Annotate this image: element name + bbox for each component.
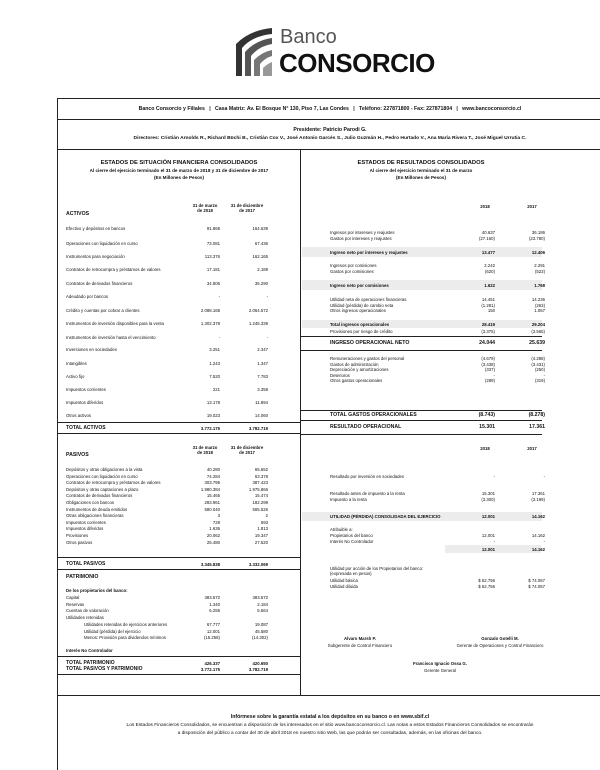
ingreso-intereses-value-1: 13.477: [481, 250, 495, 255]
footer-text-1: Los Estados Financieros Consolidados, se encuentran a disposición de los interesados en el sitio www.bancoconsorcio.cl. Las notas a estos Estados Financieros Consolidados se encontrarán: [126, 723, 534, 728]
activo-row-value-1: 221: [212, 387, 220, 392]
activo-row: Impuestos diferidos: [66, 400, 104, 405]
activo-row-value-1: 17.181: [206, 267, 220, 272]
total-pyp-label: TOTAL PASIVOS Y PATRIMONIO: [66, 666, 143, 672]
utilidades-row-value-1: (15.258): [203, 635, 220, 641]
balance-col2-header: 31 de diciembre de 2017: [230, 203, 264, 213]
pasivo-row-value-2: 565.526: [252, 506, 268, 512]
resultado-operacional-value-2: 17.361: [529, 424, 545, 430]
pasivo-row-value-2: 19.347: [254, 533, 268, 538]
patrimonio-row: Utilidades retenidas: [66, 614, 104, 620]
upa-label: Utilidad por acción de los Propietarios del banco:: [330, 566, 424, 571]
activo-row-value-2: 1.245.339: [248, 321, 268, 326]
activo-row: Efectivo y depósitos en bancos: [66, 226, 126, 231]
ingreso-comisiones-value-2: 1.768: [534, 283, 545, 288]
result-row: Ingresos por intereses y reajustes: [330, 230, 395, 235]
pasivo-row-value-2: 1.813: [257, 526, 268, 532]
total-ingresos: Total ingresos operacionales: [330, 322, 390, 327]
pasivo-row-value-2: 2: [265, 513, 268, 519]
activo-row-value-1: 1.302.378: [200, 321, 220, 326]
activo-row: Contratos de derivados financieros: [66, 281, 133, 286]
pasivo-row-value-1: 25.480: [206, 539, 220, 545]
gasto-row: Deterioros: [330, 372, 350, 378]
patrimonio-row-value-2: 2.184: [257, 601, 268, 607]
patrimonio-row: Reservas: [66, 601, 85, 607]
total-patrimonio-2017: 420.650: [252, 660, 268, 666]
gasto-row: Otros gastos operacionales: [330, 378, 383, 384]
activo-row-value-2: -: [266, 294, 268, 299]
activo-row: Inversiones en sociedades: [66, 347, 117, 352]
upa-row-value-1: $ 62.756: [478, 583, 495, 589]
pasivos-col1-header: 31 de marzo de 2018: [192, 445, 218, 455]
upa-row: Utilidad diluida: [330, 583, 358, 589]
footer-title: Infórmese sobre la garantía estatal a los depósitos en su banco o en www.sbif.cl: [230, 714, 430, 720]
patrimonio-row: Cuentas de valoración: [66, 608, 109, 614]
utilidades-row: Menos: Provisión para dividendos mínimos: [84, 635, 166, 641]
activo-row-value-2: 11.894: [255, 400, 268, 405]
balance-subtitle: Al cierre del ejercicio terminado el 31 de marzo de 2018 y 31 de diciembre de 2017: [89, 168, 269, 173]
pasivo-row-value-1: 40.280: [206, 467, 220, 472]
pasivo-row-value-2: 63.378: [254, 473, 268, 479]
patrimonio-row-value-1: 6.255: [209, 608, 220, 614]
results-subtitle: Al cierre del ejercicio terminado el 31 de marzo: [369, 168, 473, 173]
divider: [301, 336, 542, 337]
activo-row: Otros activos: [66, 413, 92, 418]
ingreso-operacional-neto-value-1: 24.044: [479, 340, 495, 346]
pasivo-row: Depósitos y otras captaciones a plazo: [66, 486, 139, 492]
results-col2b-header: 2017: [527, 446, 537, 451]
result-row: Otros ingresos operacionales: [330, 308, 386, 314]
activo-row-value-1: 19.023: [206, 413, 220, 418]
pasivo-row-value-1: 74.284: [206, 473, 220, 479]
activo-row: Adeudado por bancos: [66, 294, 109, 299]
ingreso-comisiones: Ingreso neto por comisiones: [330, 283, 389, 288]
result-row-value-1: (620): [484, 268, 495, 274]
utilidad-ejercicio: UTILIDAD (PÉRDIDA) CONSOLIDADA DEL EJERCICIO: [330, 514, 441, 519]
result-row-value-2: 14.236: [531, 297, 545, 302]
divider: [301, 420, 542, 421]
result-row-value-1: (3.300): [481, 496, 495, 502]
utilidades-row-value-1: 12.001: [206, 628, 220, 634]
pasivos-heading: PASIVOS: [66, 452, 89, 458]
divider: [301, 410, 542, 411]
result-row-value-1: 14.451: [481, 297, 495, 302]
activo-row-value-2: 7.783: [257, 374, 268, 379]
result-row: Utilidad neta de operaciones financieras: [330, 297, 407, 302]
result-row-value-1: 40.637: [481, 230, 495, 235]
utilidades-row: Utilidades retenidas de ejercicios anteriores: [84, 622, 168, 627]
logo-consorcio-text: CONSORCIO: [279, 48, 435, 78]
utilidades-row-value-2: 45.580: [254, 628, 268, 634]
patrimonio-row: Capital: [66, 595, 80, 600]
pasivos-col2-header: 31 de diciembre de 2017: [230, 445, 264, 455]
pasivo-row-value-2: 182.299: [252, 500, 268, 505]
result-row: Ingresos por comisiones: [330, 263, 377, 268]
results-unit: (En Millones de Pesos): [395, 175, 447, 180]
result-row: Resultado por inversión en sociedades: [330, 474, 405, 479]
activo-row-value-1: 1.243: [209, 361, 220, 366]
result-row-value-1: 150: [487, 308, 495, 314]
pasivo-row-value-2: 1.975.866: [248, 486, 268, 492]
activo-row-value-2: 35.290: [254, 281, 268, 286]
gasto-row: Gastos de administración: [330, 361, 379, 367]
gasto-row-value-1: (4.679): [481, 356, 495, 361]
activo-row: Instrumentos de inversión disponibles para la venta: [66, 321, 164, 326]
resultado-operacional-value-1: 15.301: [479, 424, 495, 430]
logo: [228, 26, 435, 82]
directors-line: Directores: Cristián Arnolds R., Richard Büchi B., Cristián Cox V., José Antonio Garcés S., Julio Guzmán H., Pedro Hurtado V., Ana María Rivera T., José Miguel Urrutia C.: [133, 136, 527, 141]
activo-row-value-1: 34.806: [206, 281, 220, 286]
result-row-value-2: 2.291: [534, 263, 545, 268]
activos-heading: ACTIVOS: [66, 211, 90, 217]
patrimonio-heading: PATRIMONIO: [66, 574, 99, 580]
pasivo-row-value-2: 65.652: [254, 467, 268, 472]
pasivo-row: Contratos de derivados financieros: [66, 493, 133, 499]
result-row: Gastos por comisiones: [330, 268, 374, 274]
upa-sublabel: (expresada en pesos): [330, 571, 372, 576]
activo-row-value-2: 3.358: [257, 387, 268, 392]
patrimonio-row-value-2: 383.572: [252, 595, 268, 600]
gasto-row-value-1: (337): [484, 367, 495, 373]
atribuible-total-value-2: 14.162: [531, 547, 545, 552]
upa-row-value-1: $ 62.756: [478, 578, 495, 583]
activo-row-value-1: 2.088.168: [200, 308, 220, 313]
logo-banco-text: Banco: [280, 26, 337, 48]
result-row-value-1: (27.160): [478, 235, 495, 241]
activo-row-value-2: 1.347: [257, 361, 268, 366]
activo-row-value-1: -: [218, 294, 220, 299]
utilidades-row-value-1: 67.777: [206, 622, 220, 627]
utilidades-row-value-2: (14.302): [251, 635, 268, 641]
activo-row: Instrumentos de inversión hasta el vencimiento: [66, 335, 156, 340]
results-col1-header: 2018: [480, 204, 490, 209]
pasivo-row-value-2: 15.474: [254, 493, 268, 499]
activo-row-value-2: 2.064.572: [248, 308, 268, 313]
total-pasivos-2017: 3.332.069: [248, 562, 268, 567]
pasivo-row-value-1: 303.795: [204, 480, 220, 486]
activo-row: Crédito y cuentas por cobrar a clientes: [66, 308, 140, 313]
activo-row-value-2: 2.347: [257, 347, 268, 352]
activo-row: Operaciones con liquidación en curso: [66, 241, 138, 246]
gasto-row-value-1: (289): [484, 378, 495, 384]
result-row-value-2: (523): [534, 268, 545, 274]
pasivo-row: Obligaciones con bancos: [66, 500, 115, 505]
activo-row-value-1: 3.251: [209, 347, 220, 352]
results-title: ESTADOS DE RESULTADOS CONSOLIDADOS: [357, 160, 485, 166]
pasivo-row: Impuestos diferidos: [66, 526, 104, 532]
atribuible-row-value-2: -: [543, 538, 545, 544]
patrimonio-row-value-2: 5.564: [257, 608, 268, 614]
activo-row-value-2: -: [266, 335, 268, 340]
atribuible-row-value-1: -: [493, 538, 495, 544]
total-activos-label: TOTAL ACTIVOS: [66, 425, 106, 431]
total-gastos-value-2: (8.278): [528, 412, 545, 418]
patrimonio-row-value-1: 383.572: [204, 595, 220, 600]
pasivo-row: Otros pasivos: [66, 539, 93, 545]
activo-row: Instrumentos para negociación: [66, 254, 125, 259]
divider: [301, 434, 542, 435]
ingreso-operacional-neto: INGRESO OPERACIONAL NETO: [330, 340, 410, 346]
activo-row-value-1: 91.868: [206, 226, 220, 231]
balance-unit: (En Millones de Pesos): [153, 175, 205, 180]
result-row-value-2: (263): [534, 302, 545, 308]
result-row-value-1: 2.242: [484, 263, 495, 268]
info-line: Banco Consorcio y Filiales | Casa Matriz: Av. El Bosque N° 130, Piso 7, Las Condes | Teléfono: 227871800 - Fax: 227871804 | www.bancoconsorcio.cl: [138, 106, 522, 112]
provisiones-row-value-2: (3.565): [531, 329, 545, 334]
balance-title: ESTADOS DE SITUACIÓN FINANCIERA CONSOLIDADOS: [100, 160, 258, 166]
atribuible-total-value-1: 12.001: [481, 547, 495, 552]
total-pyp-2017: 3.782.719: [248, 666, 268, 672]
signature-2-role: Gerente de Operaciones y Control Financiero: [456, 643, 544, 648]
pasivo-row: Otras obligaciones financieras: [66, 513, 124, 519]
pasivo-row: Impuestos corrientes: [66, 519, 106, 525]
gasto-row-value-2: (319): [534, 378, 545, 384]
resultado-operacional: RESULTADO OPERACIONAL: [330, 424, 402, 430]
activo-row-value-2: 2.189: [257, 267, 268, 272]
activo-row-value-1: 7.520: [209, 374, 220, 379]
activo-row-value-1: 113.376: [204, 254, 220, 259]
upa-row-value-2: $ 74.057: [528, 578, 545, 583]
gasto-row-value-1: (3.438): [481, 361, 495, 367]
gasto-row: Depreciación y amortizaciones: [330, 367, 389, 373]
total-pasivos-2018: 3.345.838: [200, 562, 220, 567]
result-row: Gastos por intereses y reajustes: [330, 235, 392, 241]
activo-row-value-2: 164.639: [252, 226, 268, 231]
total-gastos: TOTAL GASTOS OPERACIONALES: [330, 412, 417, 418]
divider: [301, 350, 542, 351]
utilidades-row-value-2: 19.087: [254, 622, 268, 627]
signature-3-role: Gerente General: [423, 668, 456, 673]
activo-row: Impuestos corrientes: [66, 387, 106, 392]
signature-1-name: Alvaro Marsh P.: [344, 636, 376, 641]
pasivo-row-value-1: 15.465: [206, 493, 220, 499]
pasivo-row: Provisiones: [66, 533, 89, 538]
total-ingresos-value-1: 28.419: [481, 322, 495, 327]
ingreso-intereses-value-2: 12.406: [531, 250, 545, 255]
gasto-row: Remuneraciones y gastos del personal: [330, 356, 405, 361]
pasivo-row-value-1: 3: [217, 513, 220, 519]
result-row-value-1: 15.301: [481, 491, 495, 496]
gasto-row-value-2: -: [543, 372, 545, 378]
result-row: Impuesto a la renta: [330, 496, 367, 502]
pasivo-row-value-1: 1.636: [209, 526, 220, 532]
activo-row-value-1: -: [218, 335, 220, 340]
upa-row: Utilidad básica: [330, 578, 358, 583]
activo-row: Activo fijo: [66, 374, 85, 379]
column-divider: [300, 150, 301, 695]
patrimonio-row-value-1: 1.340: [209, 601, 220, 607]
gasto-row-value-2: (3.431): [531, 361, 545, 367]
pasivo-row-value-1: 20.062: [206, 533, 220, 538]
activo-row-value-1: 73.081: [206, 241, 220, 246]
pasivo-row-value-1: 728: [212, 519, 220, 525]
signature-1-role: Subgerente de Control Financiero: [327, 643, 393, 648]
result-row-value-2: 1.057: [534, 308, 545, 314]
pasivo-row-value-2: 27.520: [254, 539, 268, 545]
results-col2-header: 2017: [527, 204, 537, 209]
result-row-value-2: (23.780): [528, 235, 545, 241]
signature-2-name: Gonzalo Gotelli M.: [481, 636, 519, 641]
atribuible-row-value-1: 12.001: [481, 533, 495, 538]
result-row: Utilidad (pérdida) de cambio neta: [330, 302, 394, 308]
total-activos-2018: 3.772.175: [200, 425, 220, 431]
total-pasivos-label: TOTAL PASIVOS: [66, 561, 106, 567]
activo-row-value-2: 67.436: [254, 241, 268, 246]
total-patrimonio-2018: 426.337: [204, 660, 220, 666]
pasivo-row-value-2: 387.423: [252, 480, 268, 486]
utilidad-ejercicio-value-1: 12.001: [481, 514, 495, 519]
total-pyp-2018: 3.772.175: [200, 666, 220, 672]
upa-row-value-2: $ 74.057: [528, 583, 545, 589]
balance-col1-header: 31 de marzo de 2018: [192, 203, 218, 213]
total-gastos-value-1: (8.743): [478, 412, 495, 418]
result-row-value-2: 36.186: [531, 230, 545, 235]
utilidad-ejercicio-value-2: 14.162: [531, 514, 545, 519]
footer-text-2: a disposición del público a contar del 30 de abril 2018 en nuestro sitio Web, las que podrán ser consultadas, además, en las oficinas del banco.: [177, 731, 483, 736]
pasivo-row: Operaciones con liquidación en curso: [66, 473, 138, 479]
provisiones-row: Provisiones por riesgo de crédito: [330, 329, 393, 334]
president-line: Presidente: Patricio Parodi G.: [293, 127, 367, 133]
logo-mark-icon: [228, 26, 274, 78]
total-patrimonio-label: TOTAL PATRIMONIO: [66, 660, 115, 666]
gasto-row-value-1: -: [493, 372, 495, 378]
activo-row-value-2: 14.060: [254, 413, 268, 418]
activo-row-value-2: 162.165: [252, 254, 268, 259]
activo-row-value-1: 13.178: [206, 400, 220, 405]
result-row-value-1: (1.281): [481, 302, 495, 308]
gasto-row-value-2: (250): [534, 367, 545, 373]
total-ingresos-value-2: 29.204: [531, 322, 545, 327]
provisiones-row-value-1: (3.375): [481, 329, 495, 334]
pasivo-row: Contratos de retrocompra y préstamos de valores: [66, 480, 161, 486]
pasivo-row-value-1: 580.040: [204, 506, 220, 512]
results-col1b-header: 2018: [480, 446, 490, 451]
ingreso-intereses: Ingreso neto por intereses y reajustes: [330, 250, 408, 255]
ingreso-comisiones-value-1: 1.622: [484, 283, 495, 288]
atribuible-row: Interés No Controlador: [330, 538, 374, 544]
pasivo-row: Depósitos y otras obligaciones a la vista: [66, 467, 143, 472]
interes-no-controlador: Interés No Controlador: [66, 648, 113, 653]
utilidades-row: Utilidad (pérdida) del ejercicio: [84, 628, 141, 634]
result-row-value-2: -: [543, 474, 545, 479]
result-row-value-1: -: [493, 474, 495, 479]
pasivo-row: Instrumentos de deuda emitidos: [66, 506, 128, 512]
propietarios-label: De los propietarios del banco:: [66, 588, 128, 593]
atribuible-row: Propietarios del banco: [330, 533, 373, 538]
result-row-value-2: (3.199): [531, 496, 545, 502]
pasivo-row-value-2: 593: [260, 519, 268, 525]
activo-row: Intangibles: [66, 361, 87, 366]
result-row: Resultado antes de impuesto a la renta: [330, 491, 405, 496]
pasivo-row-value-1: 283.961: [204, 500, 220, 505]
atribuible-label: Atribuible a:: [330, 527, 353, 532]
result-row-value-2: 17.361: [531, 491, 545, 496]
ingreso-operacional-neto-value-2: 25.639: [529, 340, 545, 346]
signature-3-name: Francisco Ignacio Ossa G.: [413, 661, 467, 666]
gasto-row-value-2: (4.288): [531, 356, 545, 361]
pasivo-row-value-1: 1.980.384: [200, 486, 220, 492]
atribuible-row-value-2: 14.162: [531, 533, 545, 538]
activo-row: Contratos de retrocompra y préstamos de valores: [66, 267, 161, 272]
total-activos-2017: 3.782.719: [248, 425, 268, 431]
